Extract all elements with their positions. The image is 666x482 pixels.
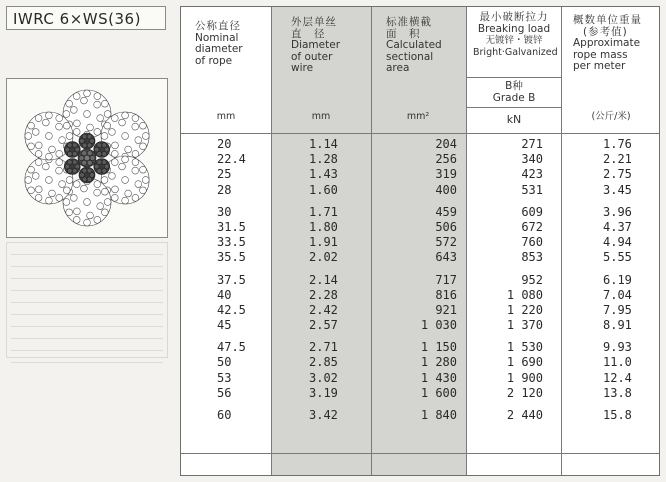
table-cell: 60 <box>217 408 232 422</box>
table-cell: 2.02 <box>309 250 338 265</box>
table-cell: 25 <box>217 167 232 182</box>
table-cell: 531 <box>521 182 543 197</box>
table-cell: 952 <box>521 272 543 287</box>
table-cell: 5.55 <box>603 250 632 265</box>
table-cell: 53 <box>217 370 232 385</box>
faded-background-table <box>6 242 168 358</box>
table-cell: 816 <box>435 287 457 302</box>
table-cell: 506 <box>435 219 457 234</box>
table-cell: 2.85 <box>309 355 338 370</box>
table-cell: 1 280 <box>420 355 457 370</box>
table-cell: 717 <box>435 272 457 287</box>
table-cell: 37.5 <box>217 272 246 287</box>
table-cell: 7.95 <box>603 302 632 317</box>
cross-section-svg <box>7 79 167 237</box>
table-cell: 1.80 <box>309 219 338 234</box>
header-outer-wire-diameter: 外层单丝 直 径 Diameter of outer wire <box>291 16 341 74</box>
table-cell: 1 690 <box>506 355 543 370</box>
table-cell: 1.71 <box>309 204 338 219</box>
table-cell: 1 080 <box>506 287 543 302</box>
table-cell: 56 <box>217 385 232 400</box>
table-cell: 1 370 <box>506 318 543 333</box>
table-cell: 3.02 <box>309 370 338 385</box>
table-cell: 35.5 <box>217 250 246 265</box>
table-cell: 760 <box>521 235 543 250</box>
table-cell: 6.19 <box>603 272 632 287</box>
table-row <box>181 408 659 423</box>
unit-kg-per-m: (公斤/米) <box>591 111 631 122</box>
table-cell: 45 <box>217 318 232 333</box>
header-sectional-area: 标准横截 面 积 Calculated sectional area <box>386 16 442 74</box>
table-cell: 11.0 <box>603 355 632 370</box>
table-cell: 609 <box>521 204 543 219</box>
table-cell: 2.21 <box>603 152 632 167</box>
table-cell: 33.5 <box>217 235 246 250</box>
rope-cross-section-diagram <box>6 78 168 238</box>
table-body <box>181 137 659 423</box>
header-rope-mass: 概数单位重量 (参考值) Approximate rope mass per meter <box>573 14 642 72</box>
table-row <box>181 137 659 152</box>
table-cell: 20 <box>217 137 232 151</box>
table-cell: 340 <box>521 152 543 167</box>
table-cell: 921 <box>435 302 457 317</box>
table-row <box>181 371 659 386</box>
table-cell: 9.93 <box>603 340 632 355</box>
table-cell: 1 530 <box>506 340 543 355</box>
table-cell: 1.60 <box>309 182 338 197</box>
table-cell: 1 030 <box>420 318 457 333</box>
table-cell: 1 430 <box>420 370 457 385</box>
table-cell: 2.28 <box>309 287 338 302</box>
table-cell: 1.76 <box>603 137 632 151</box>
header-grade: B种 Grade B <box>492 80 536 104</box>
table-cell: 12.4 <box>603 370 632 385</box>
table-cell: 31.5 <box>217 219 246 234</box>
table-row <box>181 303 659 318</box>
table-row <box>181 355 659 370</box>
table-cell: 8.91 <box>603 318 632 333</box>
table-cell: 256 <box>435 152 457 167</box>
table-cell: 3.19 <box>309 385 338 400</box>
table-row <box>181 288 659 303</box>
table-cell: 643 <box>435 250 457 265</box>
table-cell: 30 <box>217 204 232 219</box>
table-cell: 1.91 <box>309 235 338 250</box>
table-row <box>181 318 659 333</box>
table-row <box>181 152 659 167</box>
table-cell: 423 <box>521 167 543 182</box>
table-cell: 1 840 <box>420 408 457 422</box>
table-cell: 13.8 <box>603 385 632 400</box>
unit-mm2: mm² <box>406 111 430 122</box>
table-cell: 2.71 <box>309 340 338 355</box>
rope-type-title: IWRC 6×WS(36) <box>6 6 166 30</box>
unit-kn: kN <box>506 113 522 126</box>
table-cell: 4.94 <box>603 235 632 250</box>
table-cell: 459 <box>435 204 457 219</box>
table-cell: 7.04 <box>603 287 632 302</box>
table-row <box>181 250 659 265</box>
table-cell: 2.14 <box>309 272 338 287</box>
table-row <box>181 235 659 250</box>
unit-mm-wire: mm <box>311 111 331 122</box>
table-cell: 1.28 <box>309 152 338 167</box>
table-cell: 3.45 <box>603 182 632 197</box>
table-cell: 3.96 <box>603 204 632 219</box>
table-row <box>181 220 659 235</box>
table-row <box>181 386 659 401</box>
table-cell: 2 120 <box>506 385 543 400</box>
table-cell: 1.43 <box>309 167 338 182</box>
table-cell: 28 <box>217 182 232 197</box>
table-row <box>181 205 659 220</box>
table-cell: 1 150 <box>420 340 457 355</box>
table-cell: 40 <box>217 287 232 302</box>
header-breaking-load: 最小破断拉力 Breaking load 无镀锌・镀锌 Bright·Galvanized <box>473 11 558 58</box>
table-cell: 2.75 <box>603 167 632 182</box>
table-cell: 204 <box>435 137 457 151</box>
table-cell: 42.5 <box>217 302 246 317</box>
table-row <box>181 273 659 288</box>
table-cell: 1 900 <box>506 370 543 385</box>
table-cell: 2 440 <box>506 408 543 422</box>
table-cell: 2.42 <box>309 302 338 317</box>
table-cell: 15.8 <box>603 408 632 422</box>
table-row <box>181 183 659 198</box>
table-cell: 47.5 <box>217 340 246 355</box>
table-cell: 400 <box>435 182 457 197</box>
table-cell: 50 <box>217 355 232 370</box>
table-row <box>181 167 659 182</box>
table-cell: 572 <box>435 235 457 250</box>
table-cell: 271 <box>521 137 543 151</box>
table-cell: 853 <box>521 250 543 265</box>
table-cell: 22.4 <box>217 152 246 167</box>
table-cell: 1 600 <box>420 385 457 400</box>
table-cell: 1 220 <box>506 302 543 317</box>
table-cell: 4.37 <box>603 219 632 234</box>
table-cell: 1.14 <box>309 137 338 151</box>
table-cell: 2.57 <box>309 318 338 333</box>
table-cell: 672 <box>521 219 543 234</box>
table-row <box>181 340 659 355</box>
header-nominal-diameter: 公称直径 Nominal diameter of rope <box>195 20 243 67</box>
table-cell: 319 <box>435 167 457 182</box>
rope-spec-table <box>180 6 660 476</box>
table-cell: 3.42 <box>309 408 338 422</box>
unit-mm: mm <box>216 111 236 122</box>
